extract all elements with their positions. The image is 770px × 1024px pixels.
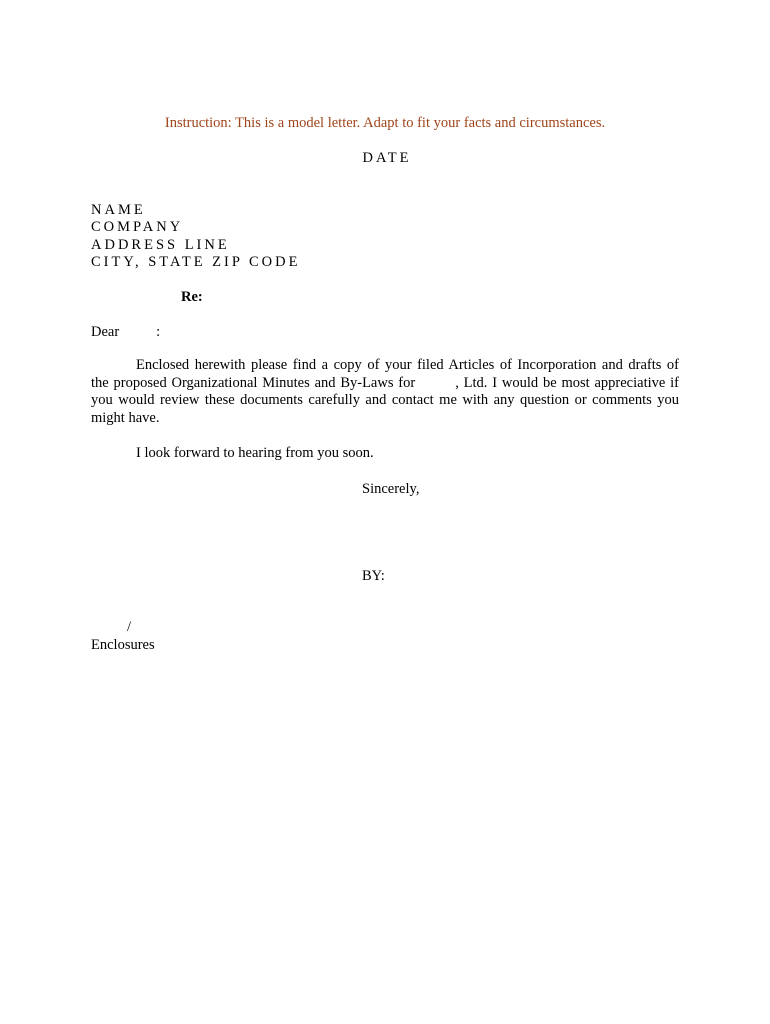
recipient-city-state-zip: CITY, STATE ZIP CODE [91,254,301,270]
enclosures-note: Enclosures [91,637,155,653]
closing-paragraph: I look forward to hearing from you soon. [136,445,374,461]
body-line-2 [91,375,679,393]
recipient-name: NAME [91,202,146,218]
salutation-dear: Dear [91,324,120,340]
body-line-4-text: might have. [91,409,160,426]
body-line-4 [91,410,679,428]
salutation [91,323,160,341]
sign-off: Sincerely, [362,481,420,497]
body-line-3-text: you would review these documents carefully and contact me with any question or comments you [91,392,679,408]
salutation-colon: : [156,324,161,340]
body-line-1 [91,357,679,375]
re-label: Re: [181,289,203,305]
body-line-3 [91,392,679,410]
signature-by-label: BY: [362,568,385,584]
instruction-note: Instruction: This is a model letter. Adapt to fit your facts and circumstances. [164,115,606,131]
recipient-address-line: ADDRESS LINE [91,237,230,253]
body-paragraph [91,357,679,427]
body-line-2-text-a: the proposed Organizational Minutes and By-Laws for [91,374,416,391]
body-line-1-text: Enclosed herewith please find a copy of your filed Articles of Incorporation and drafts of [136,357,679,373]
recipient-company: COMPANY [91,219,184,235]
letter-date: DATE [362,150,412,166]
body-line-2-text-b: , Ltd. I would be most appreciative if [455,374,679,391]
initials-separator: / [127,619,132,635]
